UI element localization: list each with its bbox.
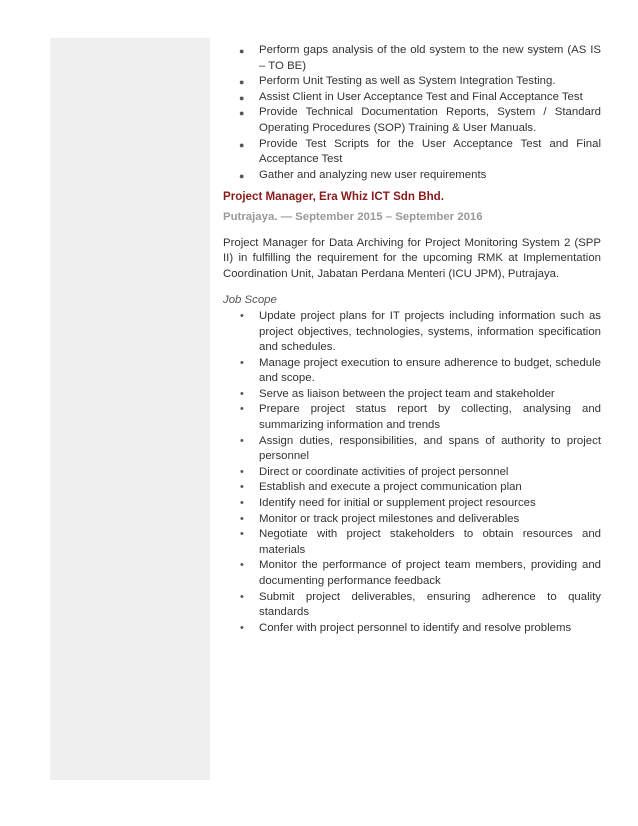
list-item (223, 105, 601, 136)
bullet-icon: • (240, 512, 244, 525)
bullet-icon: • (240, 434, 244, 447)
list-item (223, 480, 601, 496)
list-item-text: Confer with project personnel to identify and resolve problems (259, 621, 572, 634)
bullet-icon: ● (239, 46, 245, 56)
job-title: Project Manager, Era Whiz ICT Sdn Bhd. (223, 190, 444, 204)
job-location-dates: Putrajaya. — September 2015 – September 2016 (223, 210, 483, 223)
list-item (223, 90, 601, 106)
list-item (223, 137, 601, 168)
bullet-icon: ● (239, 77, 245, 88)
list-item-text: Provide Technical Documentation Reports, System / Standard Operating Procedures (SOP) Training & User Manuals. (259, 106, 601, 134)
bullet-icon: • (240, 481, 244, 494)
list-item-text: Prepare project status report by collecting, analysing and summarizing information and trends (259, 403, 601, 432)
list-item (223, 496, 601, 512)
bullet-icon: • (240, 559, 244, 572)
list-item (223, 402, 601, 433)
job-description: Project Manager for Data Archiving for Project Monitoring System 2 (SPP II) in fulfilling the requirement for the upcoming RMK at Implementation Coordination Unit, Jabatan Perdana Menteri (ICU JPM), Putrajaya. (223, 236, 601, 280)
bullet-icon: • (240, 465, 244, 478)
list-item-text: Negotiate with project stakeholders to obtain resources and materials (259, 528, 601, 556)
list-item-text: Gather and analyzing new user requirements (259, 168, 487, 181)
bullet-icon: ● (239, 108, 245, 119)
bullet-icon: • (240, 356, 244, 369)
list-item (223, 512, 601, 528)
list-item-text: Monitor the performance of project team members, providing and documenting performance feedback (259, 559, 601, 587)
list-item-text: Identify need for initial or supplement project resources (259, 497, 536, 510)
list-item-text: Monitor or track project milestones and deliverables (259, 512, 520, 525)
list-item-text: Direct or coordinate activities of project personnel (259, 465, 509, 478)
list-item (223, 43, 601, 74)
bullet-icon: • (240, 309, 244, 322)
list-item (223, 434, 601, 465)
list-item (223, 558, 601, 589)
bullet-icon: • (240, 497, 244, 510)
job-scope-list (223, 309, 601, 636)
list-item (223, 590, 601, 621)
list-item-text: Perform gaps analysis of the old system to the new system (AS IS – TO BE) (259, 44, 601, 72)
bullet-icon: • (240, 621, 244, 634)
job-scope-heading: Job Scope (223, 294, 277, 307)
bullet-icon: ● (239, 92, 245, 103)
list-item (223, 168, 601, 184)
sidebar-panel (50, 38, 210, 780)
list-item-text: Assign duties, responsibilities, and spans of authority to project personnel (259, 434, 601, 463)
list-item-text: Assist Client in User Acceptance Test and Final Acceptance Test (259, 90, 583, 103)
bullet-icon: ● (239, 170, 245, 181)
list-item-text: Manage project execution to ensure adherence to budget, schedule and scope. (259, 356, 601, 385)
bullet-icon: • (240, 403, 244, 416)
bullet-icon: • (240, 528, 244, 541)
list-item-text: Establish and execute a project communication plan (259, 481, 522, 494)
list-item (223, 387, 601, 403)
list-item (223, 74, 601, 90)
bullet-icon: • (240, 590, 244, 603)
list-item (223, 621, 601, 637)
list-item-text: Submit project deliverables, ensuring adherence to quality standards (259, 590, 601, 619)
list-item (223, 465, 601, 481)
list-item-text: Provide Test Scripts for the User Acceptance Test and Final Acceptance Test (259, 137, 601, 166)
bullet-icon: • (240, 387, 244, 400)
resume-content (223, 43, 601, 636)
bullet-icon: ● (239, 139, 245, 150)
responsibility-list (223, 43, 601, 183)
list-item (223, 356, 601, 387)
list-item (223, 527, 601, 558)
list-item-text: Update project plans for IT projects including information such as project objectives, technologies, systems, information specification and schedules. (259, 309, 601, 354)
list-item-text: Serve as liaison between the project team and stakeholder (259, 387, 555, 400)
list-item-text: Perform Unit Testing as well as System Integration Testing. (259, 75, 556, 88)
list-item (223, 309, 601, 356)
